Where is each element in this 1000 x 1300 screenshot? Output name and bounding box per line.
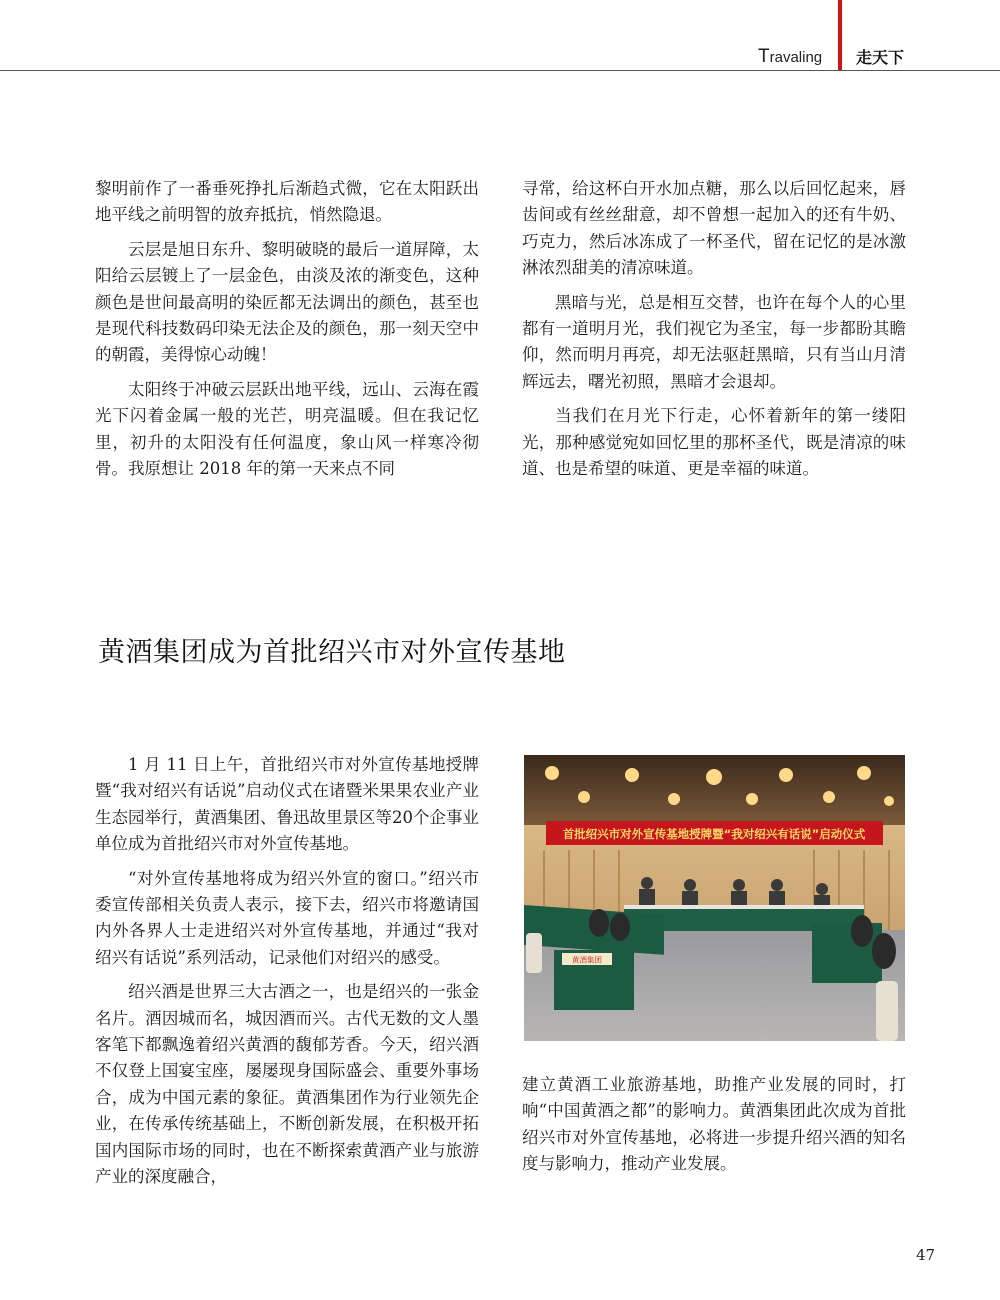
paragraph: 寻常，给这杯白开水加点糖，那么以后回忆起来，唇齿间或有丝丝甜意，却不曾想一起加入的还有牛奶、巧克力，然后冰冻成了一杯圣代，留在记忆的是冰激淋浓烈甜美的清凉味道。 xyxy=(522,179,906,278)
ceiling xyxy=(524,755,905,825)
page-number: 47 xyxy=(916,1246,936,1264)
top-article-left-column xyxy=(95,176,479,490)
section-label-cn: 走天下 xyxy=(856,48,905,67)
paragraph: 黑暗与光，总是相互交替，也许在每个人的心里都有一道明月光，我们视它为圣宝，每一步都盼其瞻仰，然而明月再亮，却无法驱赶黑暗，只有当山月清辉远去，曙光初照，黑暗才会退却。 xyxy=(522,292,906,391)
event-photo xyxy=(524,755,905,1041)
paragraph: 建立黄酒工业旅游基地，助推产业发展的同时，打响“中国黄酒之都”的影响力。黄酒集团此次成为首批绍兴市对外宣传基地，必将进一步提升绍兴酒的知名度与影响力，推动产业发展。 xyxy=(522,1075,906,1174)
paragraph: 绍兴酒是世界三大古酒之一，也是绍兴的一张金名片。酒因城而名，城因酒而兴。古代无数的文人墨客笔下都飘逸着绍兴黄酒的馥郁芳香。今天，绍兴酒不仅登上国宴宝座，屡屡现身国际盛会、重要外事场合，成为中国元素的象征。黄酒集团作为行业领先企业，在传承传统基础上，不断创新发展，在积极开拓国内国际市场的同时，也在不断探索黄酒产业与旅游产业的深度融合， xyxy=(95,982,479,1187)
header-red-bar xyxy=(838,0,842,70)
main-article-left-column xyxy=(95,752,479,1199)
paragraph: 1 月 11 日上午，首批绍兴市对外宣传基地授牌暨“我对绍兴有话说”启动仪式在诸暨米果果农业产业生态园举行，黄酒集团、鲁迅故里景区等20个企事业单位成为首批绍兴市对外宣传基地。 xyxy=(95,755,479,854)
paragraph: 云层是旭日东升、黎明破晓的最后一道屏障，太阳给云层镀上了一层金色，由淡及浓的渐变色，这种颜色是世间最高明的染匠都无法调出的颜色，甚至也是现代科技数码印染无法企及的颜色，那一刻天空中的朝霞，美得惊心动魄！ xyxy=(95,239,479,365)
section-label-en: Travaling xyxy=(758,46,823,67)
banner-text: 首批绍兴市对外宣传基地授牌暨“我对绍兴有话说”启动仪式 xyxy=(562,827,866,841)
paragraph: 当我们在月光下行走，心怀着新年的第一缕阳光，那种感觉宛如回忆里的那杯圣代，既是清凉的味道、也是希望的味道、更是幸福的味道。 xyxy=(522,406,906,479)
header-rule xyxy=(0,70,1000,71)
top-article-right-column xyxy=(522,176,906,490)
placard-text: 黄酒集团 xyxy=(572,955,602,965)
main-article-right-column xyxy=(522,1072,906,1186)
paragraph: 太阳终于冲破云层跃出地平线，远山、云海在霞光下闪着金属一般的光芒，明亮温暖。但在我记忆里，初升的太阳没有任何温度，象山风一样寒冷彻骨。我原想让 2018 年的第一天来点不同 xyxy=(95,379,479,479)
paragraph: “对外宣传基地将成为绍兴外宣的窗口。”绍兴市委宣传部相关负责人表示，接下去，绍兴市将邀请国内外各界人士走进绍兴对外宣传基地，并通过“我对绍兴有话说”系列活动，记录他们对绍兴的感受。 xyxy=(95,868,479,967)
paragraph: 黎明前作了一番垂死挣扎后渐趋式微，它在太阳跃出地平线之前明智的放弃抵抗，悄然隐退。 xyxy=(95,179,479,225)
event-photo-illustration xyxy=(524,755,905,1041)
article-title: 黄酒集团成为首批绍兴市对外宣传基地 xyxy=(98,637,566,668)
